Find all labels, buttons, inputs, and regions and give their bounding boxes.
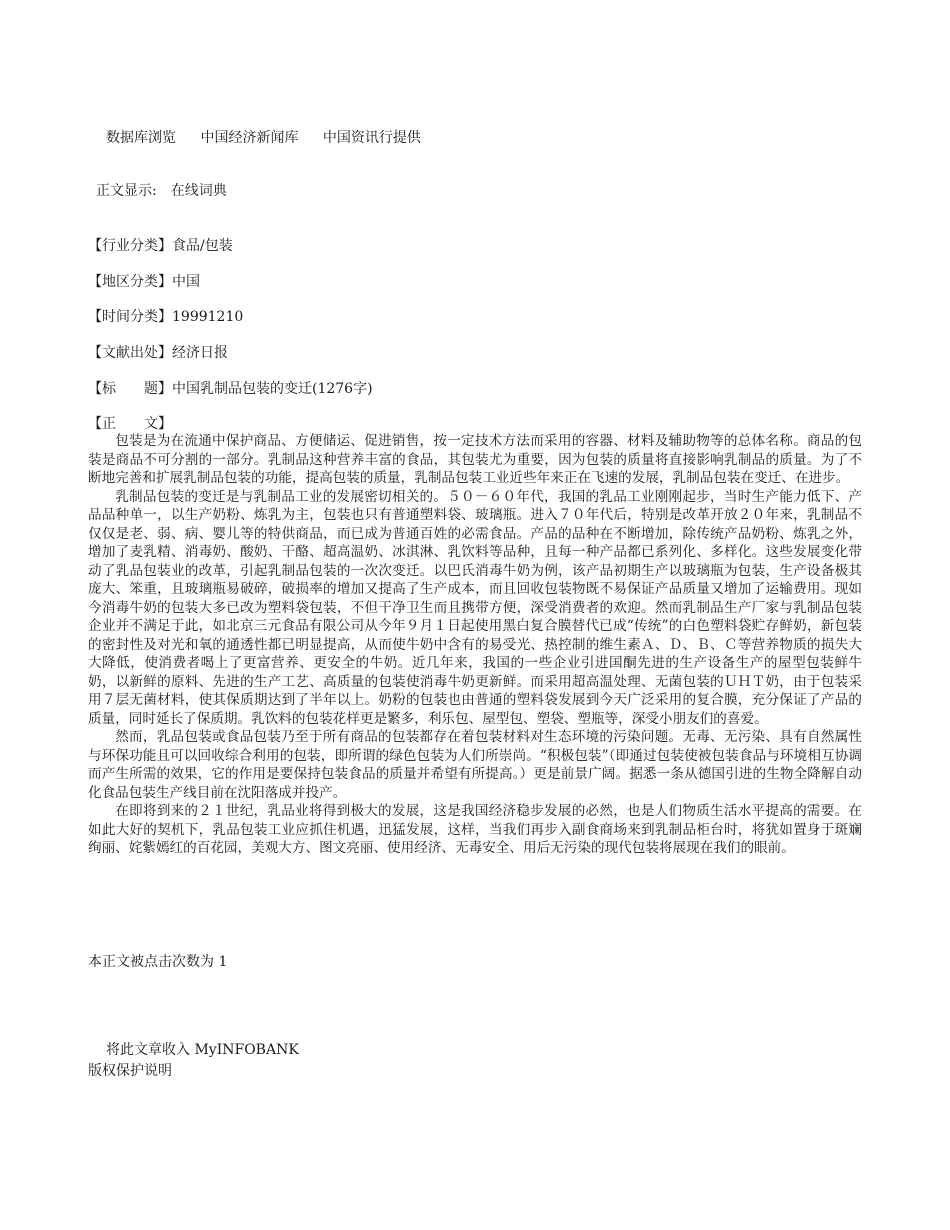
hit-counter: 本正文被点击次数为 1 (88, 954, 228, 970)
article-paragraph-1: 包装是为在流通中保护商品、方便储运、促进销售，按一定技术方法而采用的容器、材料及辅助物等的总体名称。商品的包装是商品不可分割的一部分。乳制品这种营养丰富的食品，其包装尤为重要，因为包装的质量将直接影响乳制品的质量。为了不断地完善和扩展乳制品包装的功能，提高包装的质量，乳制品包装工业近些年来正在飞速的发展，乳制品包装在变迁、在进步。 (88, 433, 862, 486)
industry-field (88, 235, 233, 255)
source-value: 经济日报 (172, 345, 228, 361)
news-database-link[interactable]: 中国经济新闻库 (200, 130, 299, 146)
source-label: 【文献出处】 (88, 345, 172, 361)
time-field (88, 306, 243, 326)
article-title: 中国乳制品包装的变迁(1276字) (172, 381, 373, 397)
region-field (88, 271, 200, 291)
time-label: 【时间分类】 (88, 309, 172, 325)
provider-label: 中国资讯行提供 (322, 130, 421, 146)
industry-label: 【行业分类】 (88, 238, 172, 254)
database-browse-link[interactable]: 数据库浏览 (106, 130, 176, 146)
time-value: 19991210 (172, 309, 244, 325)
body-label: 【正 文】 (88, 416, 172, 432)
region-value: 中国 (172, 274, 200, 290)
title-field (88, 378, 373, 398)
article-paragraph-2: 乳制品包装的变迁是与乳制品工业的发展密切相关的。５０－６０年代，我国的乳品工业刚刚起步，当时生产能力低下、产品品种单一，以生产奶粉、炼乳为主，包装也只有普通塑料袋、玻璃瓶。进入７０年代后，特别是改革开放２０年来，乳制品不仅仅是老、弱、病、婴儿等的特供商品，而已成为普通百姓的必需食品。产品的品种在不断增加，除传统产品奶粉、炼乳之外，增加了麦乳精、消毒奶、酸奶、干酪、超高温奶、冰淇淋、乳饮料等品种，且每一种产品都已系列化、多样化。这些发展变化带动了乳品包装业的改革，引起乳制品包装的一次次变迁。以巴氏消毒牛奶为例，该产品初期生产以玻璃瓶为包装，生产设备极其庞大、笨重，且玻璃瓶易破碎，破损率的增加又提高了生产成本，而且回收包装物既不易保证产品质量又增加了运输费用。现如今消毒牛奶的包装大多已改为塑料袋包装，不但干净卫生而且携带方便，深受消费者的欢迎。然而乳制品生产厂家与乳制品包装企业并不满足于此，如北京三元食品有限公司从今年９月１日起使用黑白复合膜替代已成“传统”的白色塑料袋贮存鲜奶，新包装的密封性及对光和氧的通透性都已明显提高，从而使牛奶中含有的易受光、热控制的维生素Ａ、Ｄ、Ｂ、Ｃ等营养物质的损失大大降低，使消费者喝上了更富营养、更安全的牛奶。近几年来，我国的一些企业引进国酮先进的生产设备生产的屋型包装鲜牛奶，以新鲜的原料、先进的生产工艺、高质量的包装使消毒牛奶更新鲜。而采用超高温处理、无菌包装的ＵＨＴ奶，由于包装采用７层无菌材料，使其保质期达到了半年以上。奶粉的包装也由普通的塑料袋发展到今天广泛采用的复合膜，充分保证了产品的质量，同时延长了保质期。乳饮料的包装花样更是繁多，利乐包、屋型包、塑袋、塑瓶等，深受小朋友们的喜爱。 (88, 488, 862, 727)
collect-to-myinfobank-link[interactable]: 将此文章收入 MyINFOBANK (106, 1042, 299, 1058)
source-field (88, 342, 228, 362)
display-options (96, 180, 227, 200)
title-label: 【标 题】 (88, 381, 172, 397)
article-paragraph-4: 在即将到来的２１世纪，乳品业将得到极大的发展，这是我国经济稳步发展的必然，也是人们物质生活水平提高的需要。在如此大好的契机下，乳品包装工业应抓住机遇，迅猛发展，这样，当我们再步入副食商场来到乳制品柜台时，将犹如置身于斑斓绚丽、姹紫嫣红的百花园，美观大方、图文亮丽、使用经济、无毒安全、用后无污染的现代包装将展现在我们的眼前。 (88, 803, 862, 856)
article-body (88, 432, 862, 858)
region-label: 【地区分类】 (88, 274, 172, 290)
body-field (88, 413, 172, 433)
industry-value: 食品/包装 (172, 238, 233, 254)
copyright-notice-link[interactable]: 版权保护说明 (88, 1063, 172, 1079)
article-paragraph-3: 然而，乳品包装或食品包装乃至于所有商品的包装都存在着包装材料对生态环境的污染问题。无毒、无污染、具有自然属性与环保功能且可以回收综合利用的包装，即所谓的绿色包装为人们所崇尚。“积极包装”（即通过包装使被包装食品与环境相互协调而产生所需的效果，它的作用是要保持包装食品的质量并希望有所提高。）更是前景广阔。据悉一条从德国引进的生物全降解自动化食品包装生产线目前在沈阳落成并投产。 (88, 729, 862, 801)
online-dictionary-link[interactable]: 在线词典 (170, 183, 227, 199)
display-label: 正文显示: (96, 183, 157, 199)
top-navigation (106, 127, 421, 147)
